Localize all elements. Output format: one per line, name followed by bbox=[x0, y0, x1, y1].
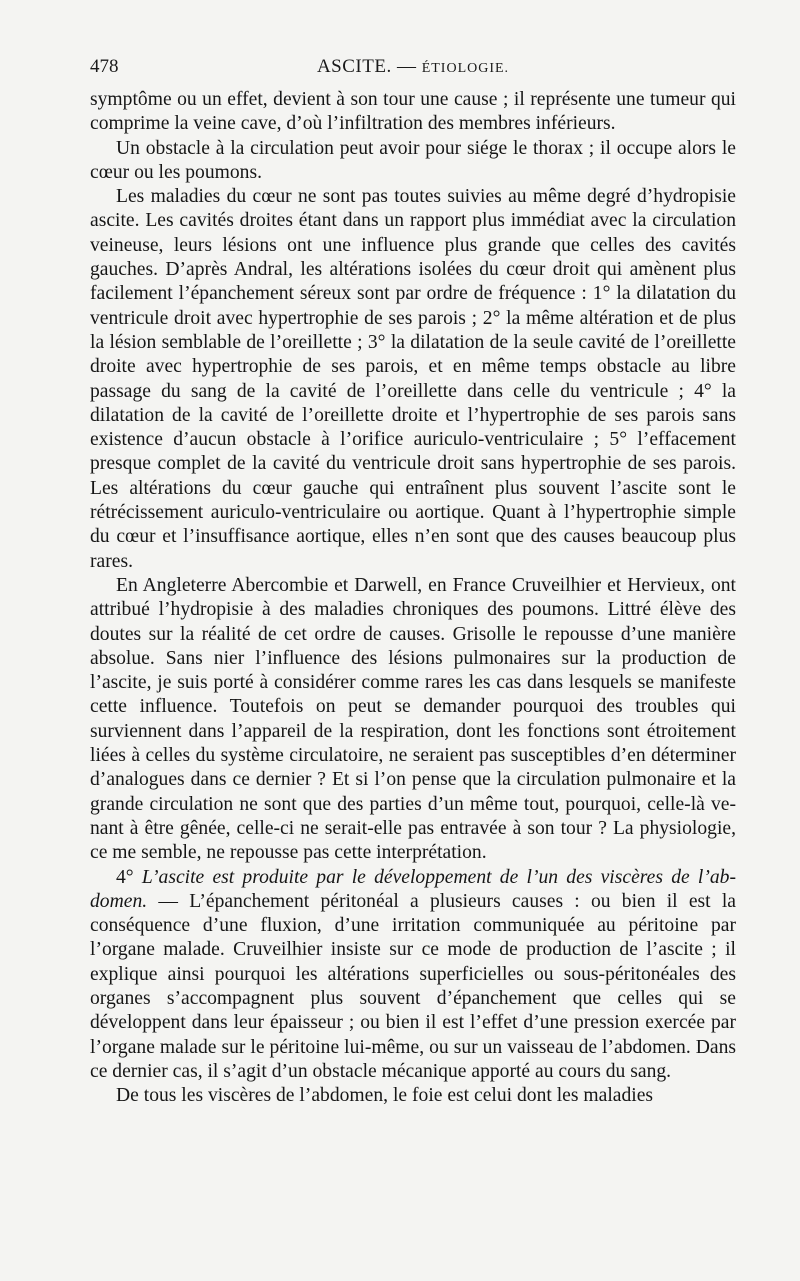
running-head-dash: — bbox=[391, 56, 422, 77]
running-head bbox=[90, 56, 736, 78]
body-text bbox=[90, 88, 736, 1108]
paragraph: symptôme ou un effet, devient à son tour une cause ; il représente une tumeur qui comprime la veine cave, d’où l’infiltration des membres inférieurs. bbox=[90, 89, 736, 135]
paragraph: Les maladies du cœur ne sont pas toutes suivies au même degré d’hydropisie ascite. Les cavités droites étant dans un rapport plus immédiat avec la circulation veineuse, leurs lésions ont une influence plus grande que celles des cavités gauches. D’après Andral, les altérations isolées du cœur droit qui amènent plus facilement l’épanchement séreux sont par ordre de fréquence : 1° la dilatation du ventricule droit avec hypertrophie de ses parois ; 2° la même altération et de plus la lésion semblable de l’oreillette ; 3° la dilatation de la seule cavité de l’oreillette droite avec hypertrophie de ses parois, et en même temps obstacle au libre passage du sang de la cavité de l’oreillette dans celle du ventricule ; 4° la dilatation de la cavité de l’oreillette droite et l’hypertrophie de ses parois sans existence d’aucun obstacle à l’orifice auriculo-ventriculaire ; 5° l’effacement presque complet de la cavité du ventricule droit sans hypertrophie de ses parois. Les altérations du cœur gauche qui entraînent plus souvent l’ascite sont le rétrécissement auriculo-ventriculaire ou aortique. Quant à l’hypertrophie simple du cœur et l’insuffisance aortique, elles n’en sont que des causes beaucoup plus rares. bbox=[90, 186, 736, 572]
page-number: 478 bbox=[90, 56, 119, 77]
italic-heading: L’ascite est produite par le développement de l’un des viscères de l’abdomen. bbox=[90, 866, 736, 912]
paragraph: De tous les viscères de l’abdomen, le foie est celui dont les maladies bbox=[116, 1085, 654, 1107]
paragraph-body: — L’épanchement péritonéal a plusieurs causes : ou bien il est la conséquence d’une fluxion, d’une irritation communiquée au péritoine par l’organe malade. Cruveilhier insiste sur ce mode de production de l’ascite ; il explique ainsi pourquoi les altérations superficielles ou sous-péritonéales des organes s’accompagnent plus souvent d’épanchement que celles qui se développent dans leur épaisseur ; ou bien il est l’effet d’une pression exercée par l’organe malade sur le péritoine lui-même, ou sur un vaisseau de l’abdomen. Dans ce dernier cas, il s’agit d’un obstacle mécanique apporté au cours du sang. bbox=[90, 890, 736, 1082]
paragraph bbox=[90, 866, 736, 1085]
running-head-section: ÉTIOLOGIE. bbox=[421, 61, 510, 76]
paragraph: En Angleterre Abercombie et Darwell, en France Cruveilhier et Hervieux, ont attribué l’hydropisie à des maladies chroniques des poumons. Littré élève des doutes sur la réalité de cet ordre de causes. Grisolle le repousse d’une manière absolue. Sans nier l’influence des lésions pulmonaires sur la production de l’ascite, je suis porté à considérer comme rares les cas dans lesquels se manifeste cette influence. Toutefois on peut se demander pourquoi des troubles qui surviennent dans l’appareil de la respiration, dont les fonctions sont étroitement liées à celles du système circulatoire, ne seraient pas susceptibles d’en déterminer d’analogues dans ce dernier ? Et si l’on pense que la circulation pulmonaire et la grande circulation ne sont que des parties d’un même tout, pourquoi, celle-là venant à être gênée, celle-ci ne serait-elle pas entravée à son tour ? La physiologie, ce me semble, ne repousse pas cette interprétation. bbox=[90, 574, 736, 864]
paragraph-number: 4° bbox=[116, 866, 142, 888]
paragraph: Un obstacle à la circulation peut avoir pour siége le thorax ; il occupe alors le cœur ou les poumons. bbox=[90, 137, 736, 183]
running-head-title: ASCITE. bbox=[316, 56, 392, 77]
page-header bbox=[90, 56, 736, 86]
